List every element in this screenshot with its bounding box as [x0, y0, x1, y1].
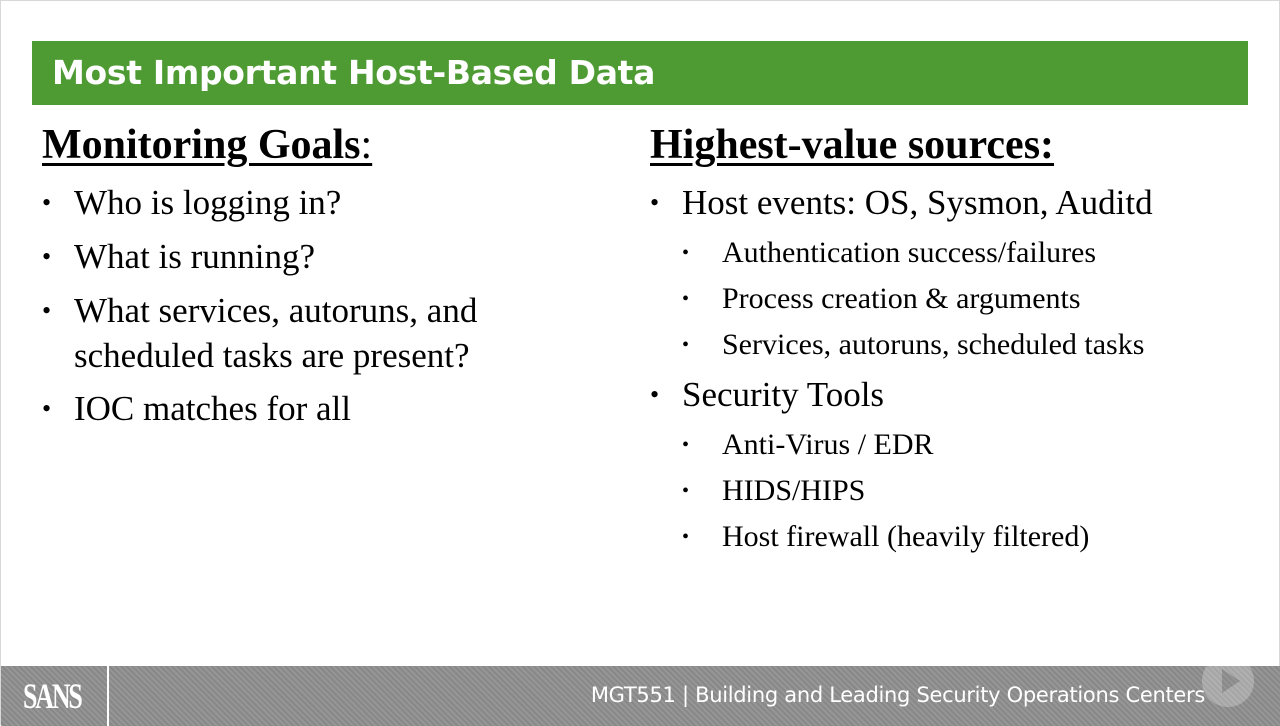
right-column-heading: Highest-value sources:	[650, 122, 1055, 168]
play-icon	[1199, 652, 1257, 710]
slide-footer	[1, 666, 1280, 726]
bullet-icon: •	[682, 480, 690, 502]
course-title: MGT551 | Building and Leading Security Operations Centers	[590, 683, 1205, 707]
sub-bullet-text: Services, autoruns, scheduled tasks	[722, 328, 1145, 361]
bullet-icon: •	[682, 242, 690, 264]
bullet-icon: •	[650, 380, 660, 409]
bullet-icon: •	[42, 394, 52, 423]
sub-bullet-text: HIDS/HIPS	[722, 474, 866, 507]
bullet-icon: •	[682, 334, 690, 356]
bullet-icon: •	[42, 188, 52, 217]
heading-colon: :	[360, 122, 373, 168]
sub-bullet-text: Process creation & arguments	[722, 282, 1081, 315]
bullet-text: Host events: OS, Sysmon, Auditd	[682, 183, 1153, 222]
bullet-icon: •	[42, 242, 52, 271]
monitoring-goals-heading: Monitoring Goals	[42, 122, 361, 168]
bullet-text: IOC matches for all	[74, 389, 351, 428]
title-bar	[32, 41, 1248, 105]
sub-bullet-text: Authentication success/failures	[722, 236, 1097, 269]
bullet-text: What services, autoruns, and	[74, 291, 478, 330]
left-column-heading	[42, 121, 372, 169]
bullet-icon: •	[682, 526, 690, 548]
sans-logo: SANS	[23, 676, 81, 716]
bullet-text: What is running?	[74, 237, 316, 276]
bullet-text: scheduled tasks are present?	[74, 336, 470, 375]
sub-bullet-text: Host firewall (heavily filtered)	[722, 520, 1090, 553]
bullet-text: Security Tools	[682, 375, 885, 414]
footer-divider	[107, 666, 109, 726]
bullet-icon: •	[682, 434, 690, 456]
slide-title: Most Important Host-Based Data	[52, 53, 656, 92]
bullet-icon: •	[682, 288, 690, 310]
bullet-text: Who is logging in?	[74, 183, 342, 222]
bullet-icon: •	[650, 188, 660, 217]
bullet-icon: •	[42, 296, 52, 325]
sub-bullet-text: Anti-Virus / EDR	[722, 428, 934, 461]
